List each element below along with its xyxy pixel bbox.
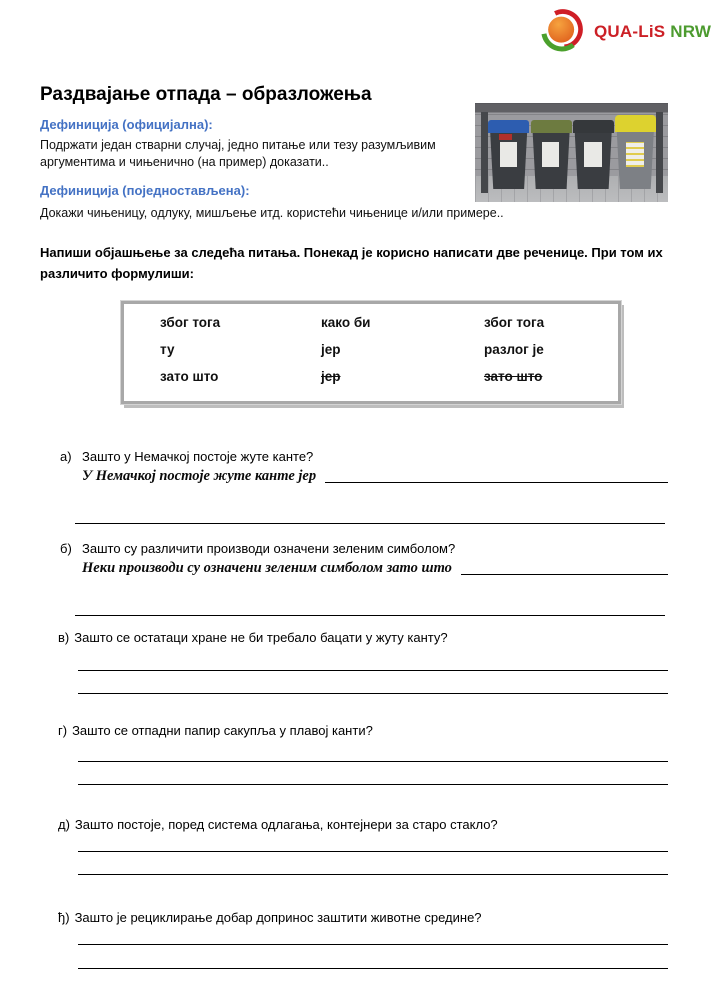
qualis-logo-icon [537,8,589,55]
question-v [40,630,668,694]
word-item: зато што [160,369,219,384]
bin-green-lid [531,120,571,189]
page-title: Раздвајање отпада – образложења [40,84,372,105]
answer-line [78,784,668,785]
word-item: како би [321,315,371,330]
definition-official-heading: Дефиниција (официјална): [40,117,213,132]
answer-line [78,851,668,852]
answer-line [78,693,668,694]
logo-text [594,22,711,42]
answer-starter: У Немачкој постоје жуте канте јер [82,468,317,484]
answer-line [75,523,665,524]
word-item: разлог је [484,342,544,357]
bin-yellow-lid [616,120,656,189]
word-item-struck: зато што [484,369,543,384]
answer-line [78,670,668,671]
word-item: због тога [484,315,545,330]
answer-line [461,574,668,575]
definition-official-body: Подржати један стварни случај, једно питање или тезу разумљивим аргументима и чињенично (на пример) доказати.. [40,138,436,169]
answer-line [78,944,668,945]
question-b [40,541,668,616]
question-label: ђ) [58,910,70,925]
bin-black-lid [573,120,613,189]
question-label: б) [60,541,72,556]
definition-simplified-body: Докажи чињеницу, одлуку, мишљење итд. користећи чињенице и/или примере.. [40,206,504,220]
bin-blue-lid [489,120,529,189]
connector-words-box [121,301,621,404]
logo-text-secondary: NRW [670,21,712,41]
definition-simplified-heading: Дефиниција (поједностављена): [40,183,250,198]
question-dj [40,910,668,969]
question-text: Зашто је рециклирање добар допринос заштити животне средине? [74,910,482,925]
question-label: в) [58,630,70,645]
answer-line [325,482,668,483]
question-label: а) [60,449,72,464]
question-g [40,723,668,785]
photo-post-right [656,112,663,193]
answer-line [78,874,668,875]
question-a [40,449,668,524]
question-text: Зашто се отпадни папир сакупља у плавој канти? [72,723,373,738]
word-item: ту [160,342,175,357]
question-label: д) [58,817,70,832]
waste-bins-photo [475,103,668,202]
question-d [40,817,668,875]
question-text: Зашто су различити производи означени зеленим симболом? [82,541,456,556]
answer-starter: Неки производи су означени зеленим симболом зато што [82,560,452,576]
question-text: Зашто се остатаци хране не би требало бацати у жуту канту? [74,630,448,645]
answer-line [78,968,668,969]
logo-text-primary: QUA-LiS [594,21,666,41]
photo-post-left [481,112,488,193]
answer-line [78,761,668,762]
word-item: јер [321,342,341,357]
task-instruction: Напиши објашњење за следећа питања. Понекад је корисно написати две реченице. При том их различито формулиши: [40,245,663,281]
question-text: Зашто у Немачкој постоје жуте канте? [82,449,314,464]
question-label: г) [58,723,68,738]
answer-line [75,615,665,616]
word-item: због тога [160,315,221,330]
question-text: Зашто постоје, поред система одлагања, контејнери за старо стакло? [74,817,498,832]
word-item-struck: јер [321,369,341,384]
qualis-logo [537,8,711,55]
